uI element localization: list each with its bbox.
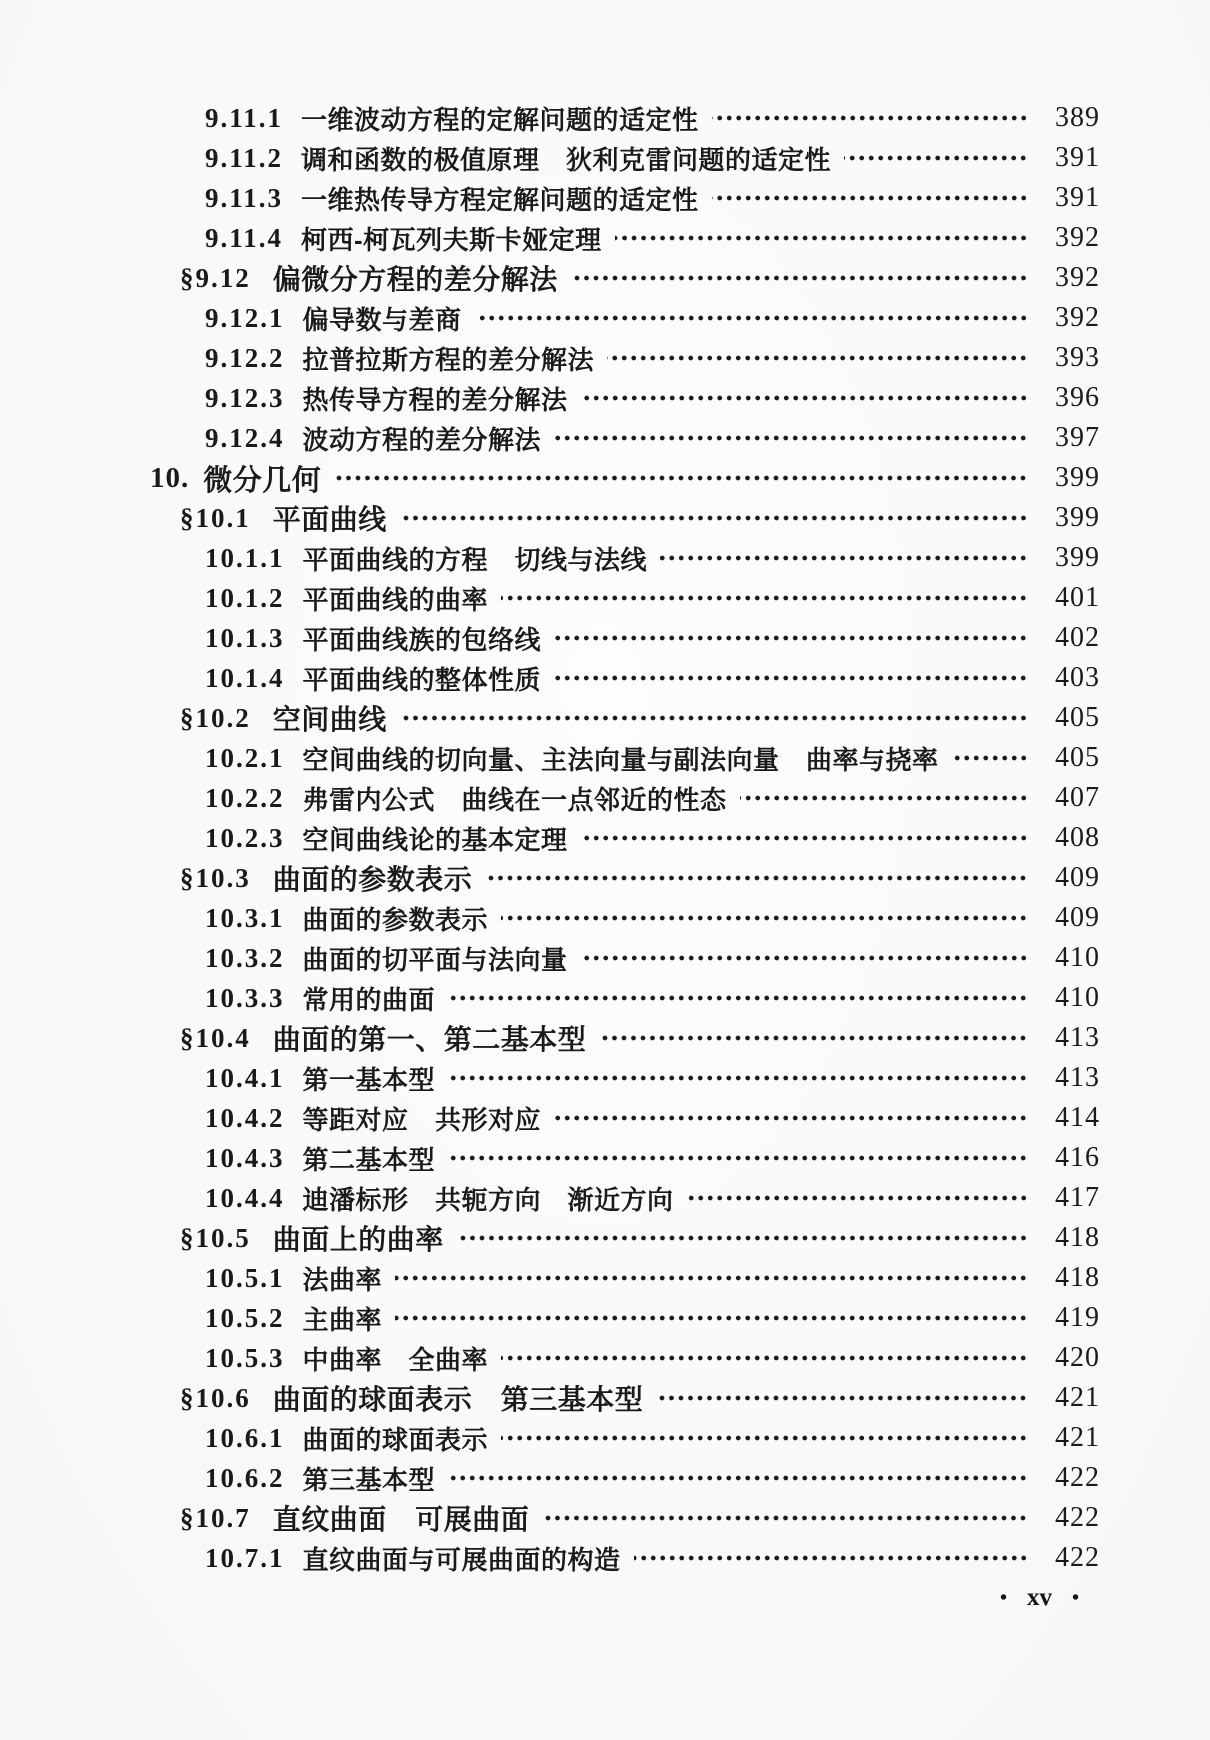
entry-page-number: 403: [1055, 662, 1100, 693]
toc-entry-9-11-2: [150, 138, 1100, 178]
dot-leader: [448, 1475, 1028, 1481]
toc-entry-10-5-2: [150, 1298, 1100, 1338]
dot-leader: [687, 1195, 1028, 1201]
entry-number: §10.4: [180, 1022, 251, 1053]
entry-number: 10.5.1: [205, 1262, 285, 1293]
toc-entry-10-6: [150, 1378, 1100, 1418]
entry-page-number: 405: [1055, 702, 1100, 733]
dot-leader: [952, 755, 1028, 761]
entry-page-number: 399: [1055, 462, 1100, 493]
toc-entry-9-12-1: [150, 298, 1100, 338]
entry-title: 曲面的切平面与法向量: [302, 944, 568, 975]
entry-title: 曲面的第一、第二基本型: [272, 1024, 587, 1055]
entry-number: 10.1.4: [205, 662, 285, 693]
toc-entry-10-5: [150, 1218, 1100, 1258]
toc-entry-10-2-2: [150, 778, 1100, 818]
dot-leader: [656, 1395, 1028, 1401]
entry-title: 空间曲线: [272, 704, 387, 735]
toc-entry-10-3-2: [150, 938, 1100, 978]
entry-page-number: 392: [1055, 302, 1100, 333]
toc-entry-10-7-1: [150, 1538, 1100, 1578]
dot-leader: [457, 1235, 1028, 1241]
toc-entry-10-2-3: [150, 818, 1100, 858]
entry-page-number: 409: [1055, 902, 1100, 933]
entry-page-number: 422: [1055, 1542, 1100, 1573]
entry-page-number: 413: [1055, 1062, 1100, 1093]
toc-entry-10-4-2: [150, 1098, 1100, 1138]
entry-title: 曲面的球面表示: [302, 1424, 489, 1455]
entry-title: 曲面上的曲率: [272, 1224, 444, 1255]
toc-entry-9-11-1: [150, 98, 1100, 138]
toc-entry-9-12: [150, 258, 1100, 298]
entry-page-number: 418: [1055, 1262, 1100, 1293]
dot-leader: [844, 155, 1028, 161]
entry-number: 10.4.4: [205, 1182, 285, 1213]
entry-number: 9.12.1: [205, 302, 285, 333]
entry-number: 9.12.2: [205, 342, 285, 373]
entry-number: 10.4.3: [205, 1142, 285, 1173]
dot-leader: [581, 955, 1028, 961]
entry-title: 曲面的参数表示: [302, 904, 489, 935]
entry-page-number: 397: [1055, 422, 1100, 453]
dot-leader: [660, 555, 1028, 561]
footer-right-dot-icon: •: [1072, 1587, 1080, 1609]
dot-leader: [475, 315, 1028, 321]
entry-number: §10.3: [180, 862, 251, 893]
dot-leader: [448, 1155, 1028, 1161]
toc-entry-9-12-4: [150, 418, 1100, 458]
dot-leader: [400, 715, 1028, 721]
toc-entry-10-2: [150, 698, 1100, 738]
dot-leader: [501, 595, 1028, 601]
dot-leader: [501, 1435, 1028, 1441]
entry-title: 平面曲线的曲率: [302, 584, 489, 615]
entry-number: §10.1: [180, 502, 251, 533]
entry-number: 10.1.1: [205, 542, 285, 573]
dot-leader: [712, 115, 1028, 121]
entry-title: 平面曲线的整体性质: [302, 664, 542, 695]
dot-leader: [554, 635, 1028, 641]
entry-page-number: 401: [1055, 582, 1100, 613]
entry-title: 迪潘标形 共轭方向 渐近方向: [302, 1184, 674, 1215]
entry-number: 10.2.3: [205, 822, 285, 853]
entry-title: 波动方程的差分解法: [302, 424, 542, 455]
entry-page-number: 421: [1055, 1422, 1100, 1453]
toc-entry-10-4-1: [150, 1058, 1100, 1098]
entry-page-number: 393: [1055, 342, 1100, 373]
entry-number: 10.1.2: [205, 582, 285, 613]
entry-page-number: 414: [1055, 1102, 1100, 1133]
toc-entry-10-7: [150, 1498, 1100, 1538]
entry-number: 10.6.1: [205, 1422, 285, 1453]
dot-leader: [571, 275, 1028, 281]
entry-title: 直纹曲面 可展曲面: [272, 1504, 530, 1535]
toc-entry-10-6-1: [150, 1418, 1100, 1458]
page-footer: [1000, 1584, 1079, 1612]
entry-title: 空间曲线的切向量、主法向量与副法向量 曲率与挠率: [302, 744, 939, 775]
dot-leader: [448, 995, 1028, 1001]
entry-title: 偏微分方程的差分解法: [272, 264, 558, 295]
dot-leader: [615, 235, 1028, 241]
entry-number: §9.12: [180, 262, 251, 293]
toc-entry-9-12-3: [150, 378, 1100, 418]
entry-page-number: 389: [1055, 102, 1100, 133]
dot-leader: [740, 795, 1028, 801]
entry-title: 曲面的参数表示: [272, 864, 473, 895]
folio-page-number: xv: [1027, 1584, 1053, 1611]
entry-number: 10.3.2: [205, 942, 285, 973]
entry-page-number: 409: [1055, 862, 1100, 893]
entry-page-number: 402: [1055, 622, 1100, 653]
entry-title: 法曲率: [302, 1264, 383, 1295]
entry-number: 10.: [150, 461, 190, 494]
entry-number: 10.4.1: [205, 1062, 285, 1093]
entry-title: 柯西-柯瓦列夫斯卡娅定理: [301, 224, 602, 255]
dot-leader: [542, 1515, 1028, 1521]
dot-leader: [395, 1275, 1028, 1281]
entry-number: 10.5.2: [205, 1302, 285, 1333]
footer-left-dot-icon: •: [1000, 1587, 1008, 1609]
entry-title: 弗雷内公式 曲线在一点邻近的性态: [302, 784, 727, 815]
entry-number: 10.7.1: [205, 1542, 285, 1573]
toc-entry-10: [150, 458, 1100, 498]
dot-leader: [607, 355, 1028, 361]
entry-title: 曲面的球面表示 第三基本型: [272, 1384, 644, 1415]
dot-leader: [634, 1555, 1028, 1561]
entry-number: 9.11.2: [205, 142, 284, 173]
entry-title: 热传导方程的差分解法: [302, 384, 568, 415]
toc-entry-10-4-4: [150, 1178, 1100, 1218]
dot-leader: [334, 475, 1028, 481]
entry-page-number: 405: [1055, 742, 1100, 773]
entry-title: 微分几何: [203, 464, 322, 497]
dot-leader: [501, 915, 1028, 921]
entry-number: 9.11.4: [205, 222, 284, 253]
dot-leader: [400, 515, 1028, 521]
entry-title: 中曲率 全曲率: [302, 1344, 489, 1375]
entry-title: 平面曲线的方程 切线与法线: [302, 544, 648, 575]
entry-page-number: 419: [1055, 1302, 1100, 1333]
entry-number: 10.4.2: [205, 1102, 285, 1133]
dot-leader: [554, 435, 1028, 441]
entry-page-number: 399: [1055, 502, 1100, 533]
toc-entry-10-4-3: [150, 1138, 1100, 1178]
entry-page-number: 396: [1055, 382, 1100, 413]
entry-page-number: 422: [1055, 1502, 1100, 1533]
dot-leader: [554, 1115, 1028, 1121]
entry-page-number: 418: [1055, 1222, 1100, 1253]
entry-number: 9.12.4: [205, 422, 285, 453]
entry-number: §10.5: [180, 1222, 251, 1253]
entry-number: 10.2.1: [205, 742, 285, 773]
entry-title: 第一基本型: [302, 1064, 436, 1095]
entry-page-number: 420: [1055, 1342, 1100, 1373]
dot-leader: [395, 1315, 1028, 1321]
entry-page-number: 413: [1055, 1022, 1100, 1053]
entry-title: 拉普拉斯方程的差分解法: [302, 344, 595, 375]
toc-entry-10-1-1: [150, 538, 1100, 578]
entry-number: 10.3.3: [205, 982, 285, 1013]
entry-page-number: 417: [1055, 1182, 1100, 1213]
toc-entry-9-11-3: [150, 178, 1100, 218]
dot-leader: [599, 1035, 1028, 1041]
toc-list: [150, 98, 1100, 1578]
entry-number: 9.11.1: [205, 102, 284, 133]
entry-page-number: 392: [1055, 262, 1100, 293]
entry-number: 10.3.1: [205, 902, 285, 933]
entry-title: 平面曲线族的包络线: [302, 624, 542, 655]
entry-number: 10.2.2: [205, 782, 285, 813]
entry-title: 偏导数与差商: [302, 304, 462, 335]
entry-title: 平面曲线: [272, 504, 387, 535]
dot-leader: [501, 1355, 1028, 1361]
toc-entry-9-12-2: [150, 338, 1100, 378]
entry-title: 直纹曲面与可展曲面的构造: [302, 1544, 621, 1575]
toc-entry-10-1-4: [150, 658, 1100, 698]
entry-page-number: 408: [1055, 822, 1100, 853]
entry-page-number: 422: [1055, 1462, 1100, 1493]
toc-entry-10-5-3: [150, 1338, 1100, 1378]
toc-entry-10-3: [150, 858, 1100, 898]
dot-leader: [712, 195, 1028, 201]
entry-number: §10.6: [180, 1382, 251, 1413]
entry-title: 一维热传导方程定解问题的适定性: [301, 184, 699, 215]
dot-leader: [448, 1075, 1028, 1081]
toc-entry-10-1: [150, 498, 1100, 538]
entry-title: 等距对应 共形对应: [302, 1104, 542, 1135]
toc-entry-10-5-1: [150, 1258, 1100, 1298]
dot-leader: [581, 395, 1028, 401]
entry-number: 9.11.3: [205, 182, 284, 213]
dot-leader: [485, 875, 1028, 881]
entry-number: §10.7: [180, 1502, 251, 1533]
entry-title: 空间曲线论的基本定理: [302, 824, 568, 855]
entry-page-number: 421: [1055, 1382, 1100, 1413]
toc-entry-9-11-4: [150, 218, 1100, 258]
entry-page-number: 407: [1055, 782, 1100, 813]
toc-entry-10-3-1: [150, 898, 1100, 938]
entry-title: 调和函数的极值原理 狄利克雷问题的适定性: [301, 144, 832, 175]
entry-number: 9.12.3: [205, 382, 285, 413]
toc-entry-10-2-1: [150, 738, 1100, 778]
entry-title: 一维波动方程的定解问题的适定性: [301, 104, 699, 135]
entry-number: 10.1.3: [205, 622, 285, 653]
toc-entry-10-3-3: [150, 978, 1100, 1018]
toc-entry-10-6-2: [150, 1458, 1100, 1498]
entry-number: 10.5.3: [205, 1342, 285, 1373]
entry-page-number: 399: [1055, 542, 1100, 573]
entry-page-number: 416: [1055, 1142, 1100, 1173]
dot-leader: [581, 835, 1028, 841]
toc-entry-10-4: [150, 1018, 1100, 1058]
entry-title: 第三基本型: [302, 1464, 436, 1495]
toc-entry-10-1-3: [150, 618, 1100, 658]
entry-number: §10.2: [180, 702, 251, 733]
entry-page-number: 391: [1055, 182, 1100, 213]
entry-title: 第二基本型: [302, 1144, 436, 1175]
entry-number: 10.6.2: [205, 1462, 285, 1493]
dot-leader: [554, 675, 1028, 681]
entry-title: 主曲率: [302, 1304, 383, 1335]
toc-entry-10-1-2: [150, 578, 1100, 618]
entry-page-number: 392: [1055, 222, 1100, 253]
entry-page-number: 410: [1055, 982, 1100, 1013]
entry-page-number: 391: [1055, 142, 1100, 173]
entry-page-number: 410: [1055, 942, 1100, 973]
entry-title: 常用的曲面: [302, 984, 436, 1015]
